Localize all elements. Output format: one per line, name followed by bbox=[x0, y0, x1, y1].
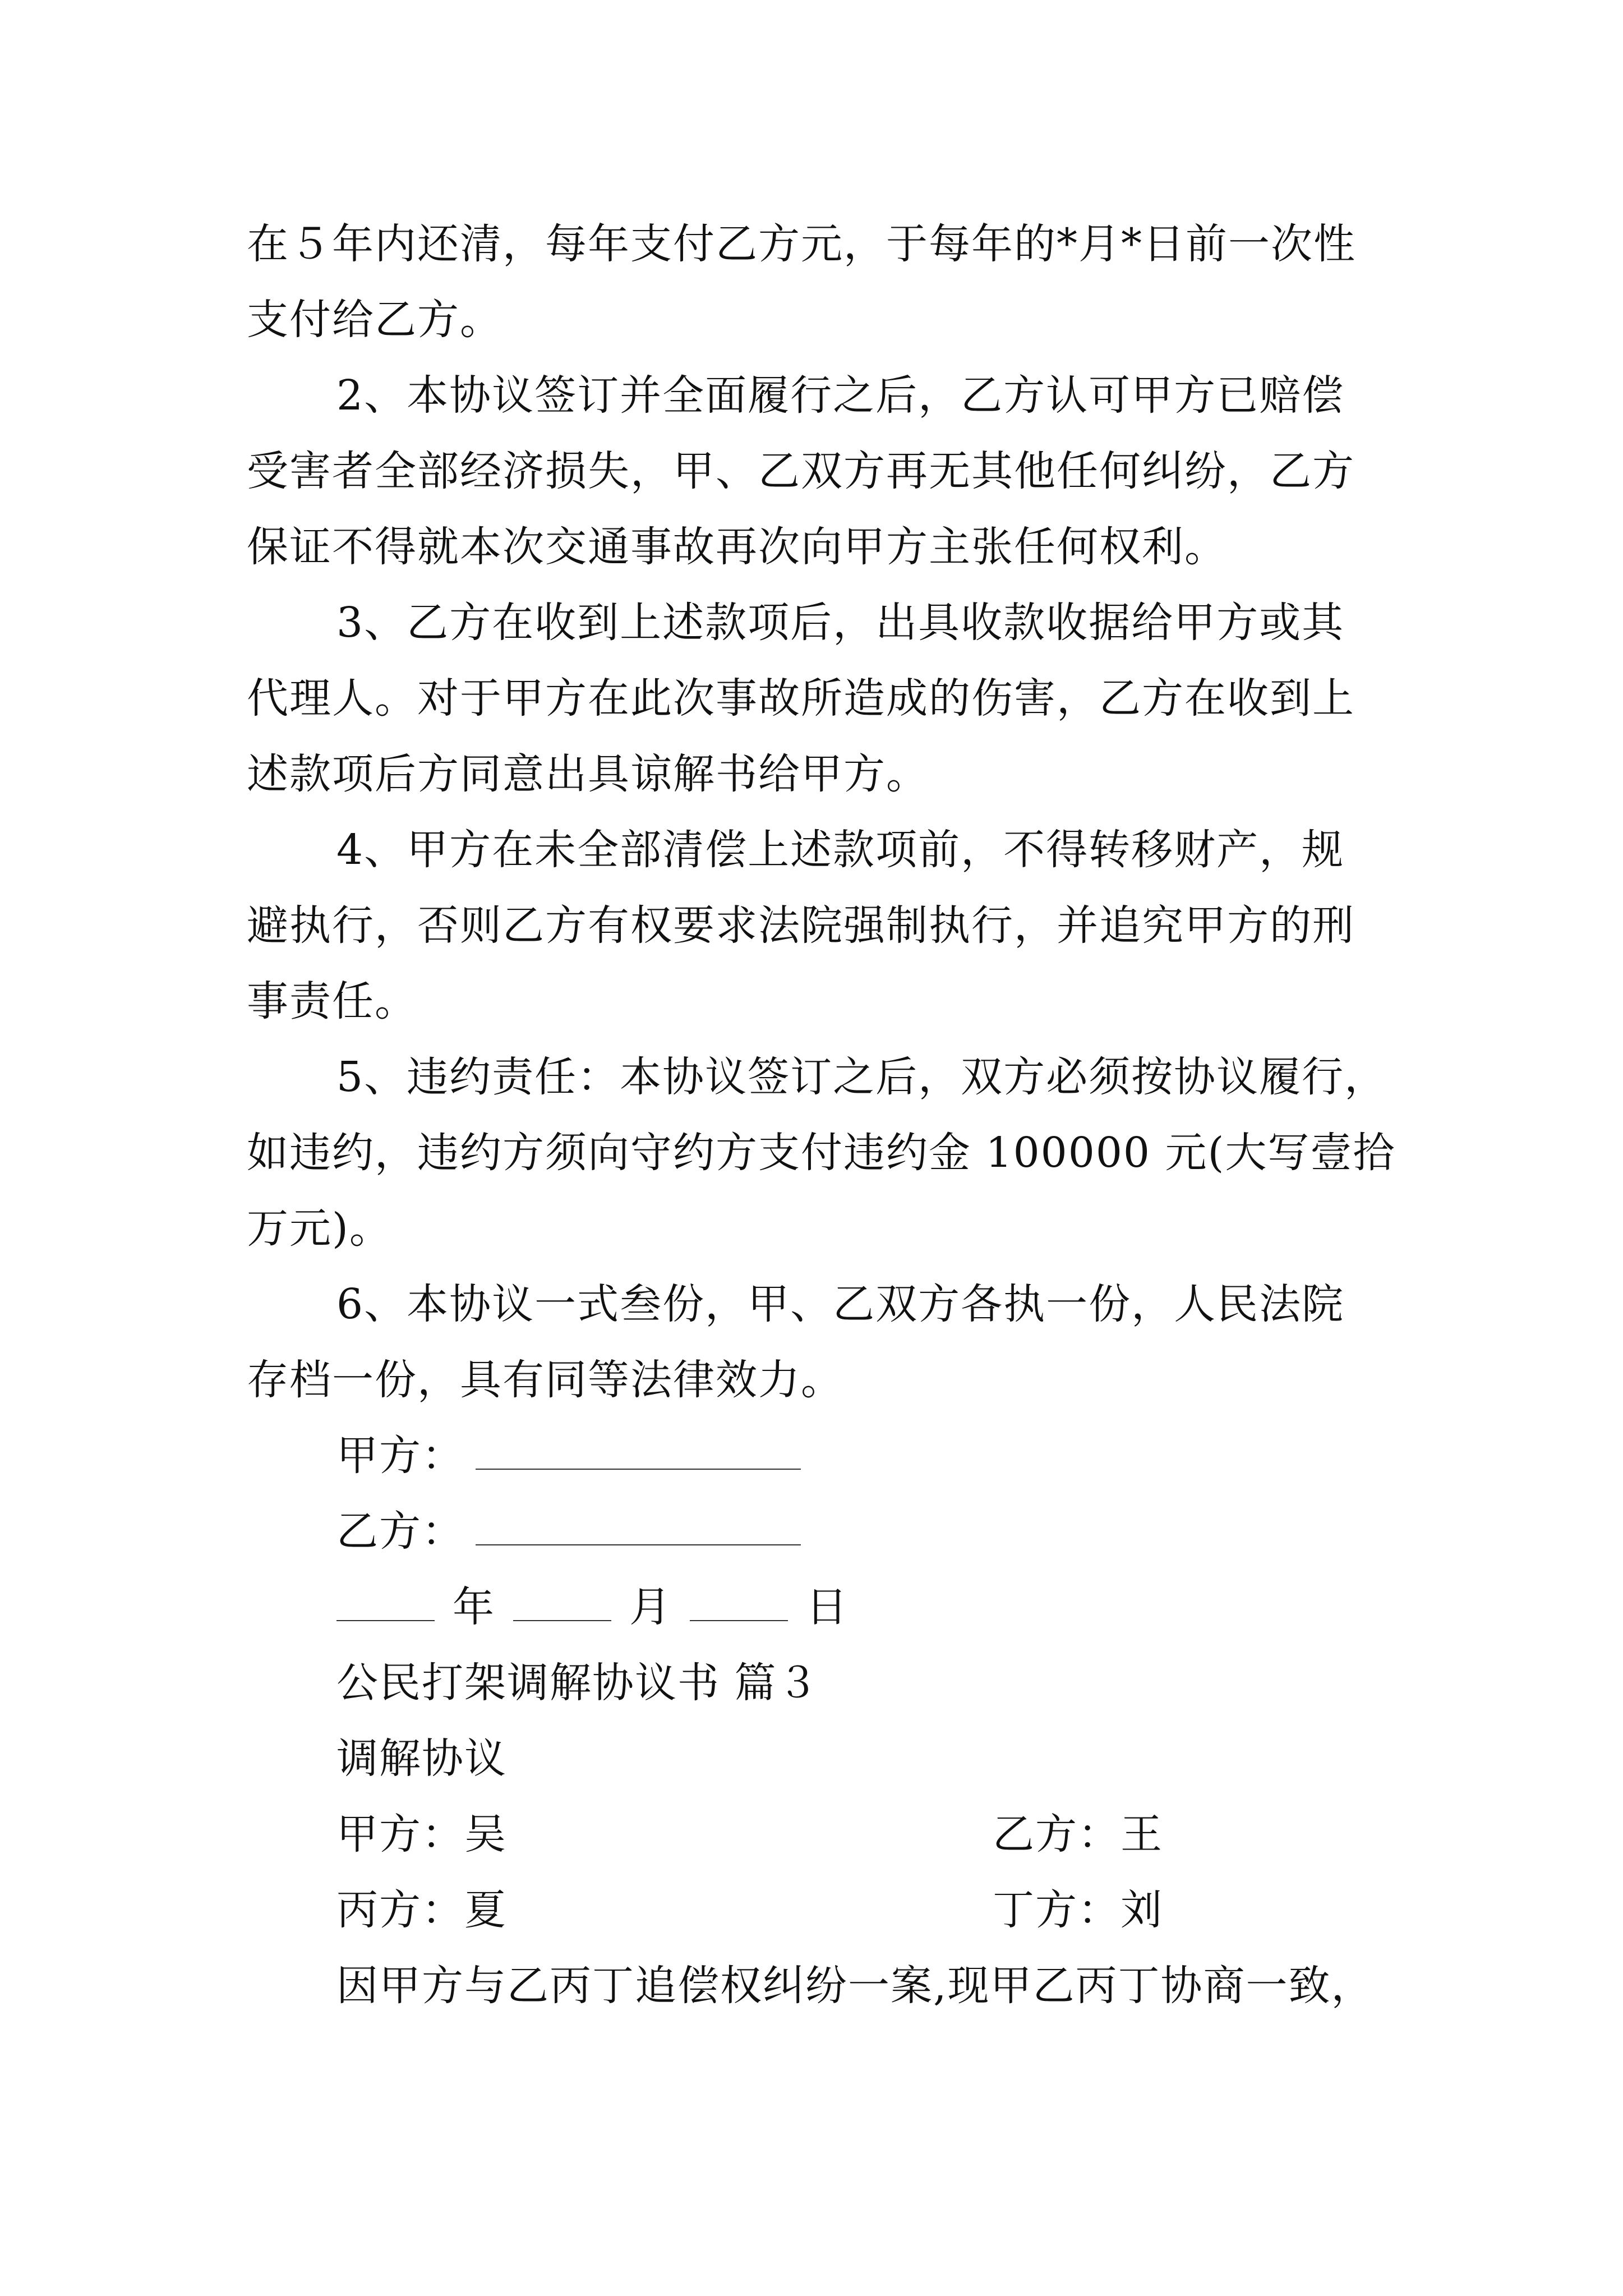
month-label: 月 bbox=[629, 1583, 672, 1631]
paragraph-line: 在５年内还清，每年支付乙方元，于每年的*月*日前一次性 bbox=[247, 220, 1356, 268]
paragraph-line: 保证不得就本次交通事故再次向甲方主张任何权利。 bbox=[247, 523, 1227, 571]
party-c-name: 丙方：夏 bbox=[336, 1886, 507, 1934]
party-b-name: 乙方：王 bbox=[993, 1810, 1163, 1858]
party-a-signature-row bbox=[336, 1428, 1475, 1484]
paragraph-line: 述款项后方同意出具谅解书给甲方。 bbox=[247, 750, 929, 798]
paragraph-line: 避执行，否则乙方有权要求法院强制执行，并追究甲方的刑 bbox=[247, 901, 1355, 950]
party-b-signature-row bbox=[336, 1503, 1475, 1559]
agreement-opening: 因甲方与乙丙丁追偿权纠纷一案,现甲乙丙丁协商一致， bbox=[336, 1962, 1374, 2010]
section-subtitle: 调解协议 bbox=[336, 1734, 507, 1783]
paragraph-line: 如违约，违约方须向守约方支付违约金 100000 元(大写壹拾 bbox=[247, 1129, 1396, 1177]
party-b-label: 乙方： bbox=[336, 1507, 464, 1556]
paragraph-line: 支付给乙方。 bbox=[247, 296, 502, 344]
day-label: 日 bbox=[806, 1583, 849, 1631]
paragraph-line: 事责任。 bbox=[247, 977, 417, 1025]
year-label: 年 bbox=[453, 1583, 495, 1631]
paragraph-line: 存档一份，具有同等法律效力。 bbox=[247, 1356, 843, 1404]
party-a-signature-blank bbox=[476, 1429, 801, 1470]
clause-3-line: 3、乙方在收到上述款项后，出具收款收据给甲方或其 bbox=[336, 599, 1345, 647]
party-b-signature-blank bbox=[476, 1505, 801, 1545]
day-blank bbox=[690, 1581, 788, 1621]
section-heading: 公民打架调解协议书 篇３ bbox=[336, 1659, 820, 1707]
party-a-label: 甲方： bbox=[336, 1432, 464, 1480]
date-row bbox=[336, 1579, 1475, 1635]
party-a-name: 甲方：吴 bbox=[336, 1810, 507, 1858]
clause-5-line: 5、违约责任：本协议签订之后，双方必须按协议履行， bbox=[336, 1053, 1387, 1101]
month-blank bbox=[513, 1581, 611, 1621]
paragraph-line: 受害者全部经济损失，甲、乙双方再无其他任何纠纷，乙方 bbox=[247, 447, 1355, 495]
clause-6-line: 6、本协议一式叁份，甲、乙双方各执一份，人民法院 bbox=[336, 1280, 1345, 1328]
clause-4-line: 4、甲方在未全部清偿上述款项前，不得转移财产，规 bbox=[336, 826, 1345, 874]
year-blank bbox=[336, 1581, 435, 1621]
party-d-name: 丁方：刘 bbox=[993, 1886, 1163, 1934]
paragraph-line: 代理人。对于甲方在此次事故所造成的伤害，乙方在收到上 bbox=[247, 674, 1355, 723]
paragraph-line: 万元)。 bbox=[247, 1204, 392, 1253]
clause-2-line: 2、本协议签订并全面履行之后，乙方认可甲方已赔偿 bbox=[336, 371, 1345, 420]
